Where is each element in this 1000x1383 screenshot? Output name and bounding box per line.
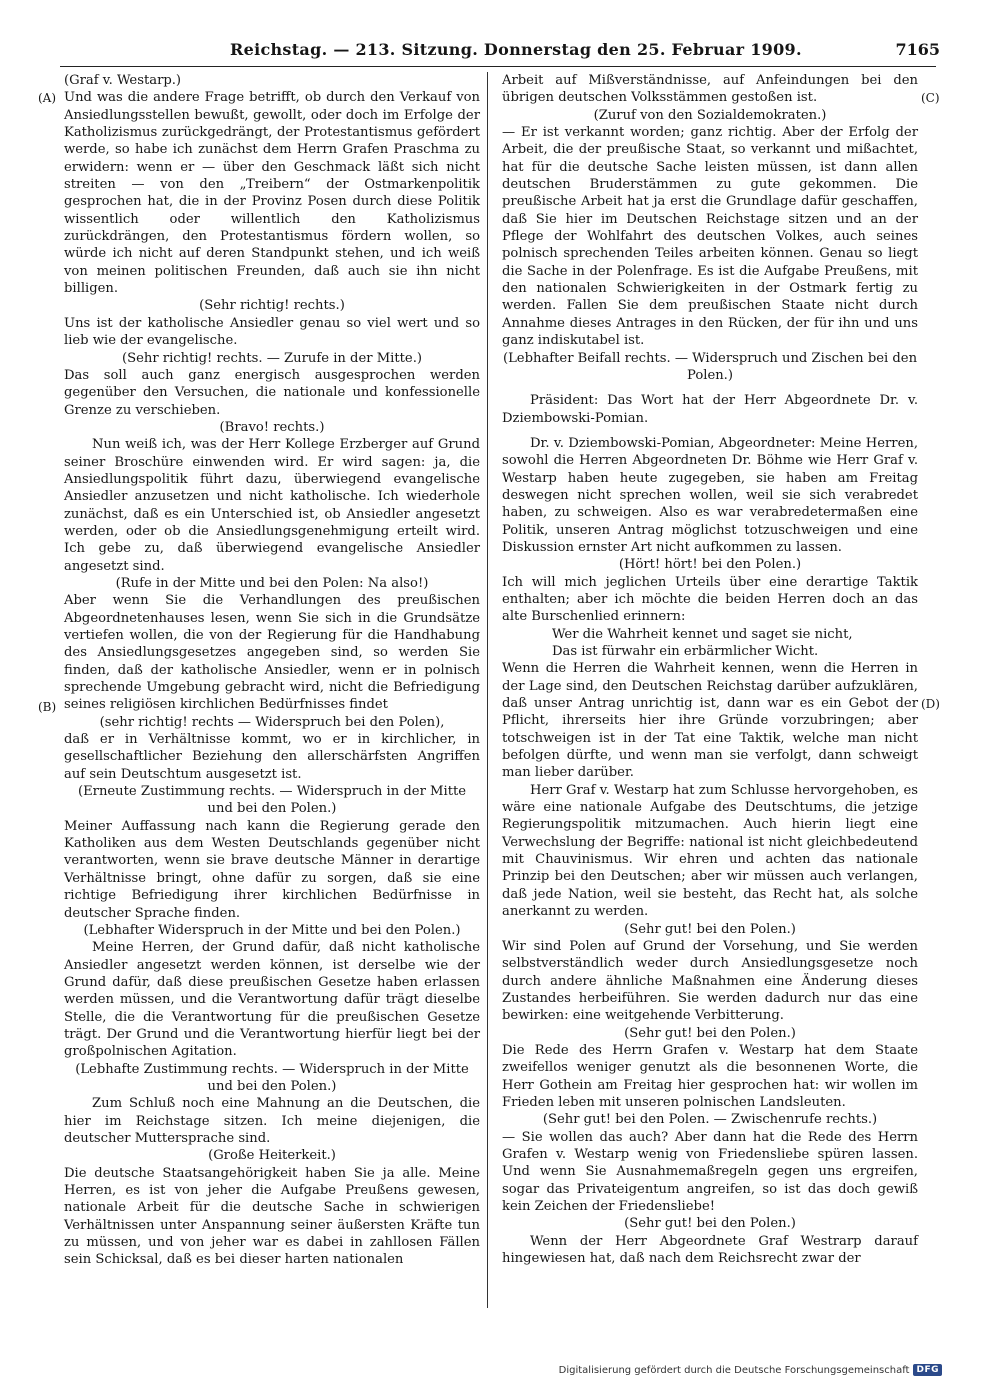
paragraph: (Graf v. Westarp.) xyxy=(64,73,182,88)
paragraph: Präsident: Das Wort hat der Herr Abgeordnete Dr. v. Dziembowski-Pomian. xyxy=(502,393,918,426)
paragraph: Wer die Wahrheit kennet und saget sie nicht, xyxy=(552,626,853,642)
paragraph: Das ist fürwahr ein erbärmlicher Wicht. xyxy=(552,644,819,659)
paragraph: (Lebhafter Beifall rechts. — Widerspruch und Zischen bei den Polen.) xyxy=(502,350,918,383)
paragraph: (Erneute Zustimmung rechts. — Widerspruch in der Mitte und bei den Polen.) xyxy=(77,784,467,817)
paragraph: Uns ist der katholische Ansiedler genau so viel wert und so lieb wie der evangelische. xyxy=(64,315,480,349)
header-rule xyxy=(60,66,936,67)
paragraph: Aber wenn Sie die Verhandlungen des preußischen Abgeordnetenhauses lesen, wenn Sie sich in die Grundsätze vertiefen wollen, die von der Regierung für die Handhabung des Ansiedlungsgesetzes angegeben sind, so werden Sie finden, daß der katholische Ansiedler, wenn er in polnisch sprechende Umgebung gebracht wird, nicht die Befriedigung seines religiösen kirchlichen Bedürfnisses findet xyxy=(64,593,480,713)
paragraph: Meine Herren, der Grund dafür, daß nicht katholische Ansiedler angesetzt werden können, ist derselbe wie der Grund dafür, daß diese preußischen Gesetze haben erlassen werden müssen, und die Verantwortung dafür trägt dieselbe Stelle, die die Verantwortung für die preußischen Gesetze trägt. Der Grund und die Verantwortung hierfür liegt bei der großpolnischen Agitation. xyxy=(64,940,480,1060)
paragraph: Zum Schluß noch eine Mahnung an die Deutschen, die hier im Reichstage sitzen. Ich meine diejenigen, die deutscher Muttersprache sind. xyxy=(64,1096,480,1146)
paragraph: Die Rede des Herrn Grafen v. Westarp hat dem Staate zweifellos weniger genutzt als die besonnenen Worte, die Herr Gothein am Freitag hier gesprochen hat: wir wollen im Frieden leben mit unseren polnischen Landsleuten. xyxy=(502,1042,918,1110)
paragraph: (Sehr gut! bei den Polen.) xyxy=(624,921,796,937)
paragraph: Das soll auch ganz energisch ausgesprochen werden gegenüber den Versuchen, die nationale und konfessionelle Grenze zu verschieben. xyxy=(64,367,480,418)
paragraph: (Bravo! rechts.) xyxy=(219,419,325,435)
paragraph: (Sehr richtig! rechts. — Zurufe in der Mitte.) xyxy=(121,350,422,366)
paragraph: Arbeit auf Mißverständnisse, auf Anfeindungen bei den übrigen deutschen Volksstämmen gestoßen ist. xyxy=(502,73,918,106)
page-number: 7165 xyxy=(895,40,940,59)
page-footer xyxy=(559,1364,942,1376)
paragraph: (Hört! hört! bei den Polen.) xyxy=(618,557,802,573)
paragraph: Nun weiß ich, was der Herr Kollege Erzberger auf Grund seiner Broschüre einwenden wird. Er wird sagen: ja, die Ansiedlungspolitik führt dazu, überwiegend evangelische Ansiedler anzusetzen und nicht katholische. Ich wiederhole zunächst, daß es ein Unterschied ist, ob Ansiedler angesetzt werden, oder ob die Ansiedlungsgenehmigung erteilt wird. Ich gebe zu, daß überwiegend evangelische Ansiedler angesetzt sind. xyxy=(64,437,480,574)
paragraph: (Sehr gut! bei den Polen.) xyxy=(624,1025,796,1041)
paragraph: (Lebhafte Zustimmung rechts. — Widerspruch in der Mitte und bei den Polen.) xyxy=(75,1061,469,1094)
paragraph: Wenn der Herr Abgeordnete Graf Westrarp darauf hingewiesen hat, daß nach dem Reichsrecht zwar der xyxy=(502,1233,918,1267)
paragraph: (sehr richtig! rechts — Widerspruch bei den Polen), xyxy=(99,714,445,730)
paragraph: Meiner Auffassung nach kann die Regierung gerade den Katholiken aus dem Westen Deutschlands gegenüber nicht verantworten, wenn sie brave deutsche Männer in derartige Verhältnisse bringt, ohne dafür zu sorgen, daß sie eine richtige Befriedigung ihrer kirchlichen Bedürfnisse in deutscher Sprache finden. xyxy=(64,818,480,921)
dfg-logo-icon: DFG xyxy=(913,1364,942,1376)
right-column xyxy=(502,72,918,1267)
paragraph: (Große Heiterkeit.) xyxy=(208,1148,336,1164)
margin-marker-c: (C) xyxy=(921,91,940,105)
paragraph: (Sehr richtig! rechts.) xyxy=(199,298,345,314)
paragraph: — Sie wollen das auch? Aber dann hat die Rede des Herrn Grafen v. Westarp wenig von Friedensliebe spüren lassen. Und wenn Sie Ausnahmemaßregeln gegen uns ergreifen, sogar das Privateigentum angreifen, so ist das doch gewiß kein Zeichen der Friedensliebe! xyxy=(502,1129,918,1214)
paragraph: (Sehr gut! bei den Polen. — Zwischenrufe rechts.) xyxy=(542,1112,878,1128)
margin-marker-a: (A) xyxy=(38,91,57,105)
paragraph: daß er in Verhältnisse kommt, wo er in kirchlicher, in gesellschaftlicher Beziehung den allerschärfsten Angriffen auf sein Deutschtum ausgesetzt ist. xyxy=(64,732,480,782)
paragraph: Herr Graf v. Westarp hat zum Schlusse hervorgehoben, es wäre eine nationale Aufgabe des Deutschtums, die jetzige Regierungspolitik mitzumachen. Auch hierin liegt eine Verwechslung der Begriffe: national ist nicht gleichbedeutend mit Chauvinismus. Wir ehren und achten das nationale Prinzip bei den Deutschen; aber wir müssen auch verlangen, daß jede Nation, weil sie besteht, das Recht hat, als solche anerkannt zu werden. xyxy=(502,782,918,920)
paragraph: Und was die andere Frage betrifft, ob durch den Verkauf von Ansiedlungsstellen bewußt, gewollt, oder doch im Erfolge der Katholizismus zurückgedrängt, der Protestantismus gefördert werde, so habe ich zunächst dem Herrn Grafen Praschma zu erwidern: wenn er — über den Geschmack läßt sich nicht streiten — von den „Treibern“ der Ostmarkenpolitik gesprochen hat, die in der Provinz Posen durch diese Politik wissentlich oder willentlich den Katholizismus zurückdrängen, den Protestantismus fördern wollen, so würde ich nicht auf deren Standpunkt stehen, und ich weiß von meinen politischen Freunden, daß auch sie ihn nicht billigen. xyxy=(64,90,480,297)
paragraph: Wir sind Polen auf Grund der Vorsehung, und Sie werden selbstverständlich weder durch Ansiedlungsgesetze noch durch andere ähnliche Maßnahmen eine Änderung dieses Zustandes herbeiführen. Sie werden dadurch nur das eine bewirken: eine weitgehende Verbitterung. xyxy=(502,938,918,1024)
paragraph: (Rufe in der Mitte und bei den Polen: Na also!) xyxy=(115,575,429,591)
margin-marker-b: (B) xyxy=(38,700,57,714)
paragraph: (Zuruf von den Sozialdemokraten.) xyxy=(593,107,827,123)
paragraph: (Lebhafter Widerspruch in der Mitte und bei den Polen.) xyxy=(83,922,461,938)
running-title: Reichstag. — 213. Sitzung. Donnerstag den 25. Februar 1909. xyxy=(230,40,802,59)
paragraph: — Er ist verkannt worden; ganz richtig. Aber der Erfolg der Arbeit, die der preußische Staat, so verkannt und mißachtet, hat für die deutsche Sache leisten müssen, ist dann allen deutschen Bruderstämmen zu gute gekommen. Die preußische Arbeit hat ja erst die Grundlage dafür geschaffen, daß Sie hier im Deutschen Reichstage sitzen und an der Pflege der Wohlfahrt des deutschen Volkes, auch seines polnisch sprechenden Teiles arbeiten können. Genau so liegt die Sache in der Polenfrage. Es ist die Aufgabe Preußens, mit den nationalen Schwierigkeiten in der Ostmark fertig zu werden. Fallen Sie dem preußischen Staate nicht durch Annahme dieses Antrages in den Rücken, der für ihn und uns ganz indiskutabel ist. xyxy=(502,125,918,349)
paragraph: Dr. v. Dziembowski-Pomian, Abgeordneter: Meine Herren, sowohl die Herren Abgeordneten Dr. Böhme wie Herr Graf v. Westarp haben heute zugegeben, sie haben am Freitag deswegen nicht sprechen wollen, weil sie sich verabredet haben, zu schweigen. Also es war verabredetermaßen eine Politik, unseren Antrag möglichst totzuschweigen und eine Diskussion ernster Art nicht aufkommen zu lassen. xyxy=(502,435,918,555)
page-header xyxy=(60,40,940,64)
footer-text: Digitalisierung gefördert durch die Deutsche Forschungsgemeinschaft xyxy=(558,1364,910,1376)
paragraph: (Sehr gut! bei den Polen.) xyxy=(624,1216,796,1232)
left-column xyxy=(64,72,480,1269)
paragraph: Die deutsche Staatsangehörigkeit haben Sie ja alle. Meine Herren, es ist von jeher die Aufgabe Preußens gewesen, nationale Arbeit für die deutsche Sache in schwierigen Verhältnissen unter Anspannung seiner äußersten Kräfte tun zu müssen, und von jeher war es dabei in zahllosen Fällen sein Schicksal, daß es bei dieser harten nationalen xyxy=(64,1165,480,1268)
paragraph: Ich will mich jeglichen Urteils über eine derartige Taktik enthalten; aber ich möchte die beiden Herren doch an das alte Burschenlied erinnern: xyxy=(502,574,918,625)
margin-marker-d: (D) xyxy=(921,697,940,711)
paragraph: Wenn die Herren die Wahrheit kennen, wenn die Herren in der Lage sind, den Deutschen Reichstag darüber aufzuklären, daß unser Antrag unrichtig ist, dann war es ein Gebot der Pflicht, ihrerseits hier ihre Gründe vorzubringen; aber totschweigen ist in der Tat eine Taktik, welche man nicht befolgen dürfte, und wenn man sie verfolgt, dann schweigt man lieber darüber. xyxy=(502,661,918,781)
column-divider xyxy=(487,72,488,1308)
